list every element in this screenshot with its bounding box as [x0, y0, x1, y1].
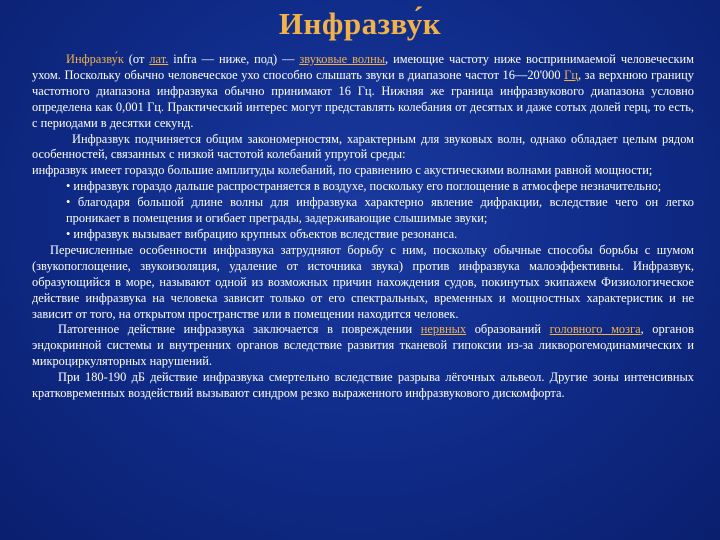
features-paragraph: Инфразвук подчиняется общим закономерностям, характерным для звуковых волн, однако обладает целым рядом особенностей, связанных с низкой частотой колебаний упругой среды:	[32, 131, 694, 162]
intro-text-1: (от	[123, 52, 150, 66]
link-brain[interactable]: головного мозга	[549, 322, 641, 337]
list-item: • инфразвук гораздо дальше распространяется в воздухе, поскольку его поглощение в атмосфере незначительно;	[66, 179, 662, 194]
link-latin[interactable]: лат.	[149, 52, 169, 66]
difficulty-paragraph: Перечисленные особенности инфразвука затрудняют борьбу с ним, поскольку обычные способы борьбы с шумом (звукопоглощение, звукоизоляция, удаление от источника звука) против инфразвука малоэффективны. Инфразвук, образующийся в море, называют одной из возможных причин нахождения судов, покинутых экипажем Физиологическое действие инфразвука на человека зависит только от его спектральных, временных и мощностных характеристик и не зависит от того, на открытом пространстве или в помещении находится человек.	[32, 242, 694, 321]
link-nerve[interactable]: нервных	[420, 322, 467, 337]
pathogenic-text-3: , органов эндокринной системы и внутренних органов вследствие развития тканевой гипоксии из-за ликворогемодинамических и микроциркуляторных нарушений.	[32, 322, 694, 369]
article-body	[32, 52, 694, 402]
slide-title: Инфразву́к	[278, 6, 442, 41]
lethal-paragraph: При 180-190 дБ действие инфразвука смертельно вследствие разрыва лёгочных альвеол. Другие зоны интенсивных кратковременных воздействий вызывают синдром резко выраженного инфразвукового дискомфорта.	[32, 370, 694, 401]
feature-list	[32, 179, 694, 243]
intro-paragraph	[32, 52, 694, 132]
list-item: • благодаря большой длине волны для инфразвука характерно явление дифракции, вследствие чего он легко проникает в помещения и огибает преграды, задерживающие слышимые звуки;	[66, 195, 694, 226]
intro-text-4: , за верхнюю границу частотного диапазона инфразвука обычно принимают 16 Гц. Нижняя же граница инфразвукового диапазона условно определена как 0,001 Гц. Практический интерес могут представлять колебания от десятых и даже сотых долей герц, то есть, с периодами в десятки секунд.	[32, 67, 694, 130]
intro-text-3: , имеющие частоту ниже воспринимаемой человеческим ухом. Поскольку обычно человеческое ухо способно слышать звуки в диапазоне частот 16—20'000	[32, 52, 694, 82]
list-item: • инфразвук вызывает вибрацию крупных объектов вследствие резонанса.	[66, 226, 458, 241]
intro-text-2: infra — ниже, под) —	[168, 52, 300, 66]
pathogenic-text-1: Патогенное действие инфразвука заключается в повреждении	[58, 322, 421, 337]
pathogenic-paragraph	[32, 322, 694, 370]
amplitude-paragraph: инфразвук имеет гораздо большие амплитуды колебаний, по сравнению с акустическими волнами равной мощности;	[32, 163, 653, 178]
pathogenic-text-2: образований	[466, 322, 550, 337]
term-heading: Инфразву́к	[66, 52, 124, 66]
link-hertz[interactable]: Гц	[564, 67, 578, 82]
link-sound-waves[interactable]: звуковые волны	[299, 52, 386, 66]
